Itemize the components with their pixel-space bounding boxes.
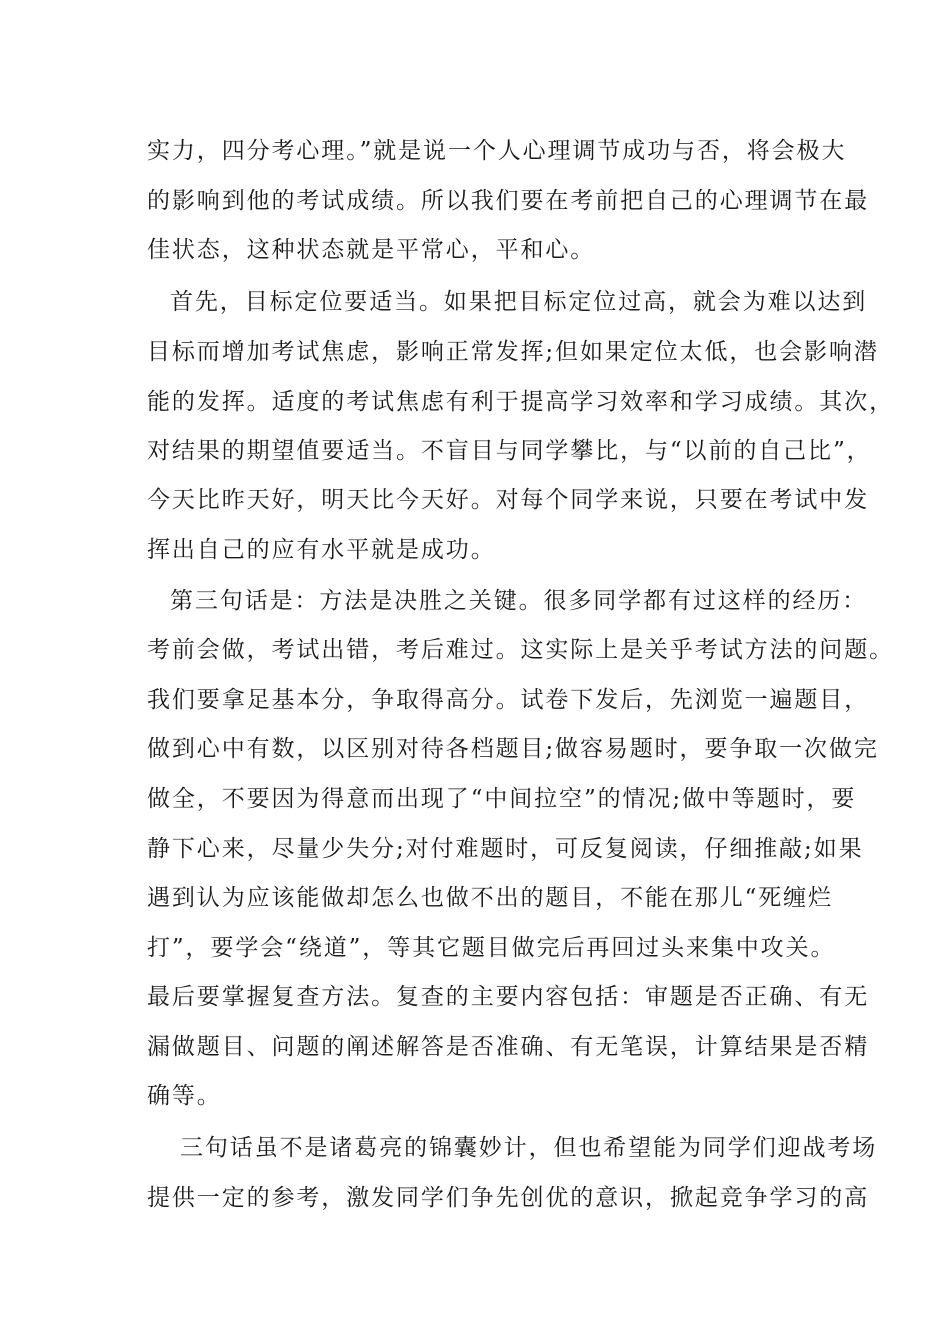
text-line: 佳状态，这种状态就是平常心，平和心。 xyxy=(147,237,596,263)
text-line: 的影响到他的考试成绩。所以我们要在考前把自己的心理调节在最 xyxy=(147,188,870,214)
text-line: 挥出自己的应有水平就是成功。 xyxy=(147,537,496,563)
text-line: 首先，目标定位要适当。如果把目标定位过高，就会为难以达到 xyxy=(170,289,868,315)
text-line: 三句话虽不是诸葛亮的锦囊妙计，但也希望能为同学们迎战考场 xyxy=(180,1135,878,1161)
text-line: 对结果的期望值要适当。不盲目与同学攀比，与“以前的自己比”， xyxy=(147,438,872,464)
text-line: 遇到认为应该能做却怎么也做不出的题目，不能在那儿“死缠烂 xyxy=(147,885,833,911)
text-line: 提供一定的参考，激发同学们争先创优的意识，掀起竞争学习的高 xyxy=(147,1185,870,1211)
text-line: 最后要掌握复查方法。复查的主要内容包括：审题是否正确、有无 xyxy=(147,984,870,1010)
text-line: 考前会做，考试出错，考后难过。这实际上是关乎考试方法的问题。 xyxy=(147,637,894,663)
text-line: 目标而增加考试焦虑，影响正常发挥;但如果定位太低，也会影响潜 xyxy=(147,339,879,365)
text-line: 确等。 xyxy=(147,1083,222,1109)
text-line: 漏做题目、问题的阐述解答是否准确、有无笔误，计算结果是否精 xyxy=(147,1034,870,1060)
text-line: 做全，不要因为得意而出现了“中间拉空”的情况;做中等题时，要 xyxy=(147,786,857,812)
text-line: 实力，四分考心理。”就是说一个人心理调节成功与否，将会极大 xyxy=(147,138,847,164)
text-line: 能的发挥。适度的考试焦虑有利于提高学习效率和学习成绩。其次， xyxy=(147,389,894,415)
text-line: 静下心来，尽量少失分;对付难题时，可反复阅读，仔细推敲;如果 xyxy=(147,836,864,862)
text-line: 第三句话是：方法是决胜之关键。很多同学都有过这样的经历： xyxy=(170,588,868,614)
text-line: 打”，要学会“绕道”，等其它题目做完后再回过头来集中攻关。 xyxy=(147,935,836,961)
text-line: 我们要拿足基本分，争取得高分。试卷下发后，先浏览一遍题目， xyxy=(147,687,870,713)
text-line: 今天比昨天好，明天比今天好。对每个同学来说，只要在考试中发 xyxy=(147,487,870,513)
text-line: 做到心中有数，以区别对待各档题目;做容易题时，要争取一次做完 xyxy=(147,736,879,762)
